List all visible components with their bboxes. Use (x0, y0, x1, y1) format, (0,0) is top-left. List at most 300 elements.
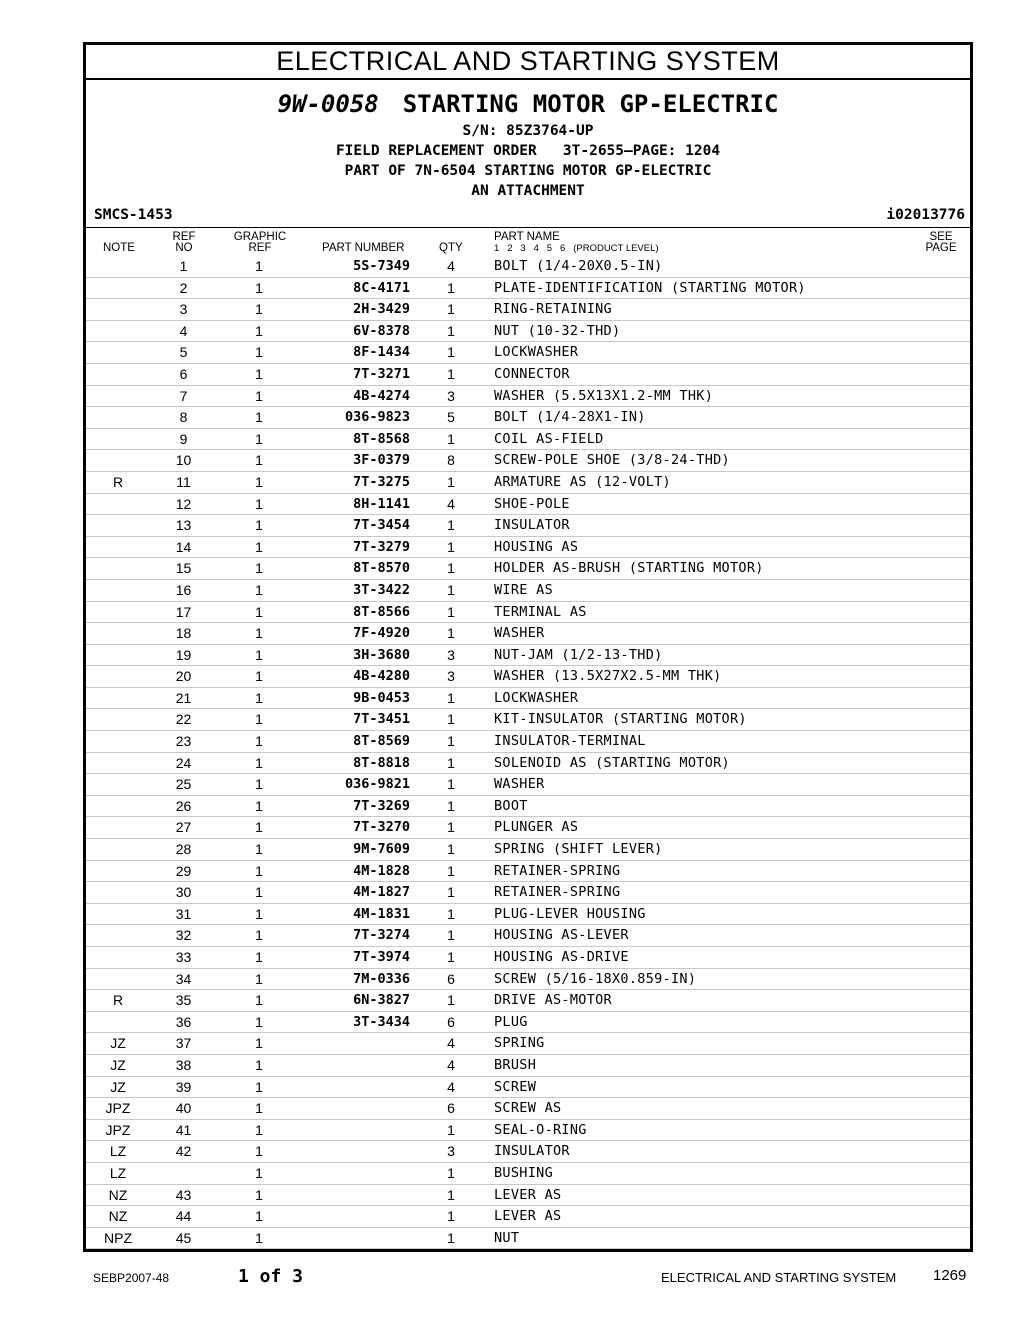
part-name-cell: SCREW AS (494, 1100, 562, 1117)
part-name-cell: SEAL-O-RING (494, 1121, 587, 1138)
qty-cell: 6 (447, 970, 455, 987)
ref-no-cell: 22 (175, 711, 192, 728)
qty-cell: 1 (447, 625, 455, 642)
table-row (86, 364, 970, 386)
table-row (86, 796, 970, 818)
qty-cell: 8 (447, 452, 455, 469)
qty-cell: 1 (447, 1121, 455, 1138)
table-row (86, 709, 970, 731)
part-name-cell: INSULATOR (494, 517, 570, 534)
qty-cell: 4 (447, 258, 455, 274)
table-row (86, 817, 970, 839)
part-name-cell: ARMATURE AS (12-VOLT) (494, 473, 671, 490)
table-row (86, 342, 970, 364)
part-name-cell: NUT (494, 1229, 520, 1246)
table-row (86, 925, 970, 947)
part-name-cell: RING-RETAINING (494, 301, 612, 318)
part-number-cell: 8T-8569 (353, 733, 410, 750)
qty-cell: 1 (447, 992, 455, 1009)
qty-cell: 1 (447, 949, 455, 965)
graphic-ref-cell: 1 (255, 711, 263, 728)
table-row (86, 774, 970, 796)
part-number-cell: 7T-3974 (353, 949, 410, 965)
note-cell: NPZ (104, 1229, 132, 1246)
part-number-cell: 7T-3270 (353, 819, 410, 836)
note-cell: JZ (110, 1035, 126, 1052)
part-name-cell: SPRING (494, 1035, 545, 1052)
ref-no-cell: 20 (175, 668, 192, 685)
qty-cell: 1 (447, 581, 455, 598)
part-name-cell: PLUG (494, 1013, 528, 1030)
note-cell: R (112, 992, 124, 1009)
qty-cell: 1 (447, 733, 455, 750)
smcs-code: SMCS-1453 (94, 207, 173, 223)
ref-no-cell: 5 (179, 344, 188, 361)
part-of-line: PART OF 7N-6504 STARTING MOTOR GP-ELECTRIC (344, 163, 712, 179)
qty-cell: 1 (447, 538, 455, 555)
col-graphic-bottom: REF (248, 242, 272, 254)
qty-cell: 1 (447, 365, 455, 382)
note-cell: JPZ (105, 1121, 131, 1138)
graphic-ref-cell: 1 (255, 733, 263, 750)
part-number-cell: 6V-8378 (353, 322, 410, 339)
parts-list-frame (83, 42, 973, 1252)
ref-no-cell: 4 (179, 322, 188, 339)
part-name-cell: SCREW (5/16-18X0.859-IN) (494, 970, 697, 987)
graphic-ref-cell: 1 (255, 1143, 263, 1160)
note-cell: LZ (109, 1164, 127, 1181)
part-name-cell: CONNECTOR (494, 365, 570, 382)
part-number-cell: 7T-3451 (353, 711, 410, 728)
table-row (86, 861, 970, 883)
ref-no-cell: 39 (175, 1078, 192, 1095)
col-see-top: SEE (929, 231, 953, 243)
table-row (86, 1185, 970, 1207)
ref-no-cell: 42 (175, 1143, 192, 1160)
ref-no-cell: 36 (175, 1013, 192, 1030)
part-number-cell: 4M-1828 (353, 862, 410, 879)
col-graphic-top: GRAPHIC (233, 231, 287, 243)
qty-cell: 1 (447, 473, 455, 490)
qty-cell: 1 (447, 776, 455, 793)
qty-cell: 1 (447, 711, 455, 728)
col-ref-top: REF (172, 231, 196, 243)
part-number-cell: 7T-3279 (353, 538, 410, 555)
part-name-cell: NUT-JAM (1/2-13-THD) (494, 646, 663, 663)
qty-cell: 3 (447, 1143, 455, 1160)
table-row (86, 882, 970, 904)
table-row (86, 1141, 970, 1163)
qty-cell: 1 (447, 884, 455, 901)
ref-no-cell: 32 (175, 927, 192, 944)
qty-cell: 1 (447, 841, 455, 858)
part-name-cell: LEVER AS (494, 1208, 562, 1225)
ref-no-cell: 34 (175, 970, 192, 987)
col-see-bottom: PAGE (925, 242, 957, 254)
part-number-cell: 8T-8566 (353, 603, 410, 620)
graphic-ref-cell: 1 (255, 1035, 263, 1052)
note-cell: R (112, 473, 124, 490)
ref-no-cell: 15 (175, 560, 192, 577)
footer-doc-id: SEBP2007-48 (93, 1271, 170, 1285)
graphic-ref-cell: 1 (255, 905, 263, 922)
graphic-ref-cell: 1 (255, 927, 263, 944)
graphic-ref-cell: 1 (255, 538, 263, 555)
ref-no-cell: 18 (175, 625, 192, 642)
illustration-id: i02013776 (886, 207, 965, 223)
footer-page-of: 1 of 3 (238, 1266, 304, 1287)
graphic-ref-cell: 1 (255, 322, 263, 339)
graphic-ref-cell: 1 (255, 452, 263, 469)
table-row (86, 688, 970, 710)
qty-cell: 6 (447, 1013, 455, 1030)
table-row (86, 1012, 970, 1034)
graphic-ref-cell: 1 (255, 646, 263, 663)
part-number-cell: 7M-0336 (353, 970, 410, 987)
table-row (86, 1033, 970, 1055)
part-name-cell: WIRE AS (494, 581, 553, 598)
part-name-cell: SHOE-POLE (494, 495, 570, 512)
qty-cell: 3 (447, 646, 455, 663)
table-row (86, 731, 970, 753)
group-model-number: 9W-0058 (277, 90, 379, 118)
ref-no-cell: 45 (175, 1229, 192, 1246)
part-number-cell: 5S-7349 (353, 258, 410, 274)
qty-cell: 1 (447, 301, 455, 318)
ref-no-cell: 41 (175, 1121, 192, 1138)
qty-cell: 4 (447, 1078, 455, 1095)
table-row (86, 450, 970, 472)
qty-cell: 5 (447, 409, 455, 426)
part-name-cell: RETAINER-SPRING (494, 884, 621, 901)
ref-no-cell: 7 (179, 387, 188, 404)
group-title: STARTING MOTOR GP-ELECTRIC (402, 90, 779, 118)
part-name-cell: SCREW (494, 1078, 537, 1095)
part-name-cell: COIL AS-FIELD (494, 430, 604, 447)
table-row (86, 1077, 970, 1099)
part-number-cell: 8F-1434 (353, 344, 410, 361)
part-name-cell: KIT-INSULATOR (STARTING MOTOR) (494, 711, 747, 728)
graphic-ref-cell: 1 (255, 365, 263, 382)
qty-cell: 3 (447, 387, 455, 404)
part-name-cell: HOUSING AS-DRIVE (494, 949, 629, 965)
table-row (86, 386, 970, 408)
ref-no-cell: 19 (175, 646, 192, 663)
ref-no-cell: 38 (175, 1056, 192, 1073)
qty-cell: 1 (447, 322, 455, 339)
table-row (86, 1120, 970, 1142)
qty-cell: 1 (447, 1186, 455, 1203)
parts-table-body (86, 256, 970, 1249)
part-number-cell: 4B-4280 (353, 668, 410, 685)
part-name-cell: WASHER (494, 625, 545, 642)
qty-cell: 6 (447, 1100, 455, 1117)
part-name-cell: PLATE-IDENTIFICATION (STARTING MOTOR) (494, 279, 806, 296)
table-row (86, 472, 970, 494)
part-name-cell: INSULATOR-TERMINAL (494, 733, 646, 750)
graphic-ref-cell: 1 (255, 1186, 263, 1203)
ref-no-cell: 8 (179, 409, 188, 426)
graphic-ref-cell: 1 (255, 841, 263, 858)
part-number-cell: 9B-0453 (353, 689, 410, 706)
table-row (86, 321, 970, 343)
graphic-ref-cell: 1 (255, 1100, 263, 1117)
graphic-ref-cell: 1 (255, 473, 263, 490)
ref-no-cell: 24 (175, 754, 192, 771)
footer-section: ELECTRICAL AND STARTING SYSTEM (661, 1270, 897, 1285)
graphic-ref-cell: 1 (255, 689, 263, 706)
graphic-ref-cell: 1 (255, 1208, 263, 1225)
ref-no-cell: 2 (179, 279, 188, 296)
table-row (86, 666, 970, 688)
table-row (86, 753, 970, 775)
table-row (86, 299, 970, 321)
graphic-ref-cell: 1 (255, 495, 263, 512)
table-row (86, 1055, 970, 1077)
part-name-cell: SOLENOID AS (STARTING MOTOR) (494, 754, 730, 771)
part-name-cell: SPRING (SHIFT LEVER) (494, 841, 663, 858)
part-name-cell: BOLT (1/4-20X0.5-IN) (494, 258, 663, 274)
qty-cell: 1 (447, 517, 455, 534)
part-name-cell: BUSHING (494, 1164, 553, 1181)
attachment-line: AN ATTACHMENT (471, 183, 585, 199)
col-part-name: PART NAME (494, 231, 560, 243)
ref-no-cell: 10 (175, 452, 192, 469)
table-row (86, 839, 970, 861)
table-row (86, 278, 970, 300)
part-number-cell: 8T-8568 (353, 430, 410, 447)
qty-cell: 1 (447, 430, 455, 447)
ref-no-cell: 44 (175, 1208, 192, 1225)
table-row (86, 494, 970, 516)
table-row (86, 429, 970, 451)
graphic-ref-cell: 1 (255, 279, 263, 296)
part-number-cell: 8T-8570 (353, 560, 410, 577)
qty-cell: 1 (447, 344, 455, 361)
graphic-ref-cell: 1 (255, 1078, 263, 1095)
part-name-cell: LOCKWASHER (494, 689, 579, 706)
graphic-ref-cell: 1 (255, 862, 263, 879)
qty-cell: 3 (447, 668, 455, 685)
graphic-ref-cell: 1 (255, 754, 263, 771)
part-name-cell: RETAINER-SPRING (494, 862, 621, 879)
group-header (86, 80, 970, 200)
note-cell: JZ (110, 1056, 126, 1073)
ref-no-cell: 9 (179, 430, 188, 447)
table-row (86, 1228, 970, 1250)
graphic-ref-cell: 1 (255, 430, 263, 447)
section-title: ELECTRICAL AND STARTING SYSTEM (86, 45, 970, 80)
part-name-cell: LEVER AS (494, 1186, 562, 1203)
graphic-ref-cell: 1 (255, 1056, 263, 1073)
graphic-ref-cell: 1 (255, 560, 263, 577)
table-row (86, 407, 970, 429)
graphic-ref-cell: 1 (255, 819, 263, 836)
ref-no-cell: 26 (175, 797, 192, 814)
part-number-cell: 3F-0379 (353, 452, 410, 469)
qty-cell: 1 (447, 603, 455, 620)
table-row (86, 602, 970, 624)
serial-number: S/N: 85Z3764-UP (462, 123, 594, 139)
graphic-ref-cell: 1 (255, 776, 263, 793)
table-row (86, 1206, 970, 1228)
graphic-ref-cell: 1 (255, 625, 263, 642)
ref-no-cell: 6 (179, 365, 188, 382)
part-name-cell: SCREW-POLE SHOE (3/8-24-THD) (494, 452, 730, 469)
qty-cell: 1 (447, 819, 455, 836)
ref-no-cell: 33 (175, 949, 192, 965)
part-number-cell: 4B-4274 (353, 387, 410, 404)
ref-no-cell: 43 (175, 1186, 192, 1203)
part-name-cell: BOLT (1/4-28X1-IN) (494, 409, 646, 426)
graphic-ref-cell: 1 (255, 517, 263, 534)
part-number-cell: 3T-3422 (353, 581, 410, 598)
part-name-cell: PLUG-LEVER HOUSING (494, 905, 646, 922)
part-name-cell: WASHER (13.5X27X2.5-MM THK) (494, 668, 722, 685)
part-number-cell: 4M-1827 (353, 884, 410, 901)
qty-cell: 1 (447, 279, 455, 296)
part-name-cell: WASHER (5.5X13X1.2-MM THK) (494, 387, 714, 404)
ref-no-cell: 14 (175, 538, 192, 555)
part-name-cell: PLUNGER AS (494, 819, 579, 836)
qty-cell: 1 (447, 560, 455, 577)
graphic-ref-cell: 1 (255, 668, 263, 685)
table-row (86, 623, 970, 645)
ref-no-cell: 28 (175, 841, 192, 858)
ref-no-cell: 16 (175, 581, 192, 598)
graphic-ref-cell: 1 (255, 603, 263, 620)
ref-no-cell: 21 (175, 689, 192, 706)
graphic-ref-cell: 1 (255, 884, 263, 901)
ref-no-cell: 11 (176, 473, 191, 490)
note-cell: LZ (109, 1143, 127, 1160)
ref-no-cell: 12 (175, 495, 192, 512)
part-number-cell: 8H-1141 (353, 495, 410, 512)
graphic-ref-cell: 1 (255, 797, 263, 814)
graphic-ref-cell: 1 (255, 581, 263, 598)
field-replacement-order: FIELD REPLACEMENT ORDER 3T-2655—PAGE: 1204 (335, 143, 721, 159)
qty-cell: 1 (447, 1229, 455, 1246)
part-name-cell: HOLDER AS-BRUSH (STARTING MOTOR) (494, 560, 764, 577)
graphic-ref-cell: 1 (255, 970, 263, 987)
graphic-ref-cell: 1 (255, 301, 263, 318)
part-name-cell: BRUSH (494, 1056, 537, 1073)
part-number-cell: 7T-3269 (353, 797, 410, 814)
graphic-ref-cell: 1 (255, 1229, 263, 1246)
part-number-cell: 7T-3271 (353, 365, 410, 382)
ref-no-cell: 23 (175, 733, 192, 750)
ref-no-cell: 27 (175, 819, 192, 836)
qty-cell: 4 (447, 1035, 455, 1052)
part-name-cell: TERMINAL AS (494, 603, 587, 620)
graphic-ref-cell: 1 (255, 258, 263, 274)
part-name-cell: HOUSING AS-LEVER (494, 927, 629, 944)
qty-cell: 1 (447, 797, 455, 814)
qty-cell: 1 (447, 927, 455, 944)
part-number-cell: 7T-3454 (353, 517, 410, 534)
table-row (86, 537, 970, 559)
table-row (86, 256, 970, 278)
table-row (86, 990, 970, 1012)
part-number-cell: 8C-4171 (353, 279, 410, 296)
graphic-ref-cell: 1 (255, 949, 263, 965)
qty-cell: 1 (447, 754, 455, 771)
graphic-ref-cell: 1 (255, 1164, 263, 1181)
part-name-cell: NUT (10-32-THD) (494, 322, 621, 339)
qty-cell: 1 (447, 905, 455, 922)
part-number-cell: 7T-3274 (353, 927, 410, 944)
part-name-cell: WASHER (494, 776, 545, 793)
part-number-cell: 036-9821 (344, 776, 410, 793)
group-title-line (86, 90, 970, 118)
qty-cell: 4 (447, 1056, 455, 1073)
table-row (86, 947, 970, 969)
col-qty: QTY (439, 242, 463, 254)
table-row (86, 580, 970, 602)
part-name-cell: LOCKWASHER (494, 344, 579, 361)
qty-cell: 1 (447, 1208, 455, 1225)
ref-no-cell: 17 (175, 603, 192, 620)
graphic-ref-cell: 1 (255, 409, 263, 426)
part-number-cell: 7T-3275 (353, 473, 410, 490)
table-row (86, 1098, 970, 1120)
note-cell: JZ (110, 1078, 126, 1095)
part-number-cell: 8T-8818 (353, 754, 410, 771)
ref-no-cell: 40 (175, 1100, 192, 1117)
ref-no-cell: 30 (175, 884, 192, 901)
table-row (86, 904, 970, 926)
part-name-cell: BOOT (494, 797, 528, 814)
part-number-cell: 3T-3434 (353, 1013, 410, 1030)
part-number-cell: 2H-3429 (353, 301, 410, 318)
part-number-cell: 3H-3680 (353, 646, 410, 663)
ref-no-cell: 37 (175, 1035, 192, 1052)
qty-cell: 1 (447, 862, 455, 879)
col-ref-bottom: NO (175, 242, 193, 254)
graphic-ref-cell: 1 (255, 1013, 263, 1030)
ref-no-cell: 1 (179, 258, 188, 274)
ref-no-cell: 29 (175, 862, 192, 879)
header-rule (86, 227, 970, 228)
part-number-cell: 6N-3827 (353, 992, 410, 1009)
graphic-ref-cell: 1 (255, 992, 263, 1009)
part-name-cell: HOUSING AS (494, 538, 579, 555)
graphic-ref-cell: 1 (255, 387, 263, 404)
table-row (86, 515, 970, 537)
col-note: NOTE (103, 242, 135, 254)
ref-no-cell: 3 (179, 301, 188, 318)
part-number-cell: 7F-4920 (353, 625, 410, 642)
graphic-ref-cell: 1 (255, 1121, 263, 1138)
table-row (86, 558, 970, 580)
note-cell: NZ (108, 1186, 128, 1203)
table-row (86, 969, 970, 991)
col-product-levels: 1 2 3 4 5 6 (PRODUCT LEVEL) (494, 243, 659, 254)
note-cell: JPZ (105, 1100, 131, 1117)
ref-no-cell: 25 (175, 776, 192, 793)
part-number-cell: 9M-7609 (353, 841, 410, 858)
part-number-cell: 036-9823 (344, 409, 410, 426)
part-name-cell: DRIVE AS-MOTOR (494, 992, 612, 1009)
qty-cell: 1 (447, 689, 455, 706)
table-row (86, 1163, 970, 1185)
part-number-cell: 4M-1831 (353, 905, 410, 922)
footer-page-number: 1269 (933, 1267, 967, 1284)
ref-no-cell: 13 (175, 517, 192, 534)
note-cell: NZ (108, 1208, 128, 1225)
qty-cell: 1 (447, 1164, 455, 1181)
graphic-ref-cell: 1 (255, 344, 263, 361)
